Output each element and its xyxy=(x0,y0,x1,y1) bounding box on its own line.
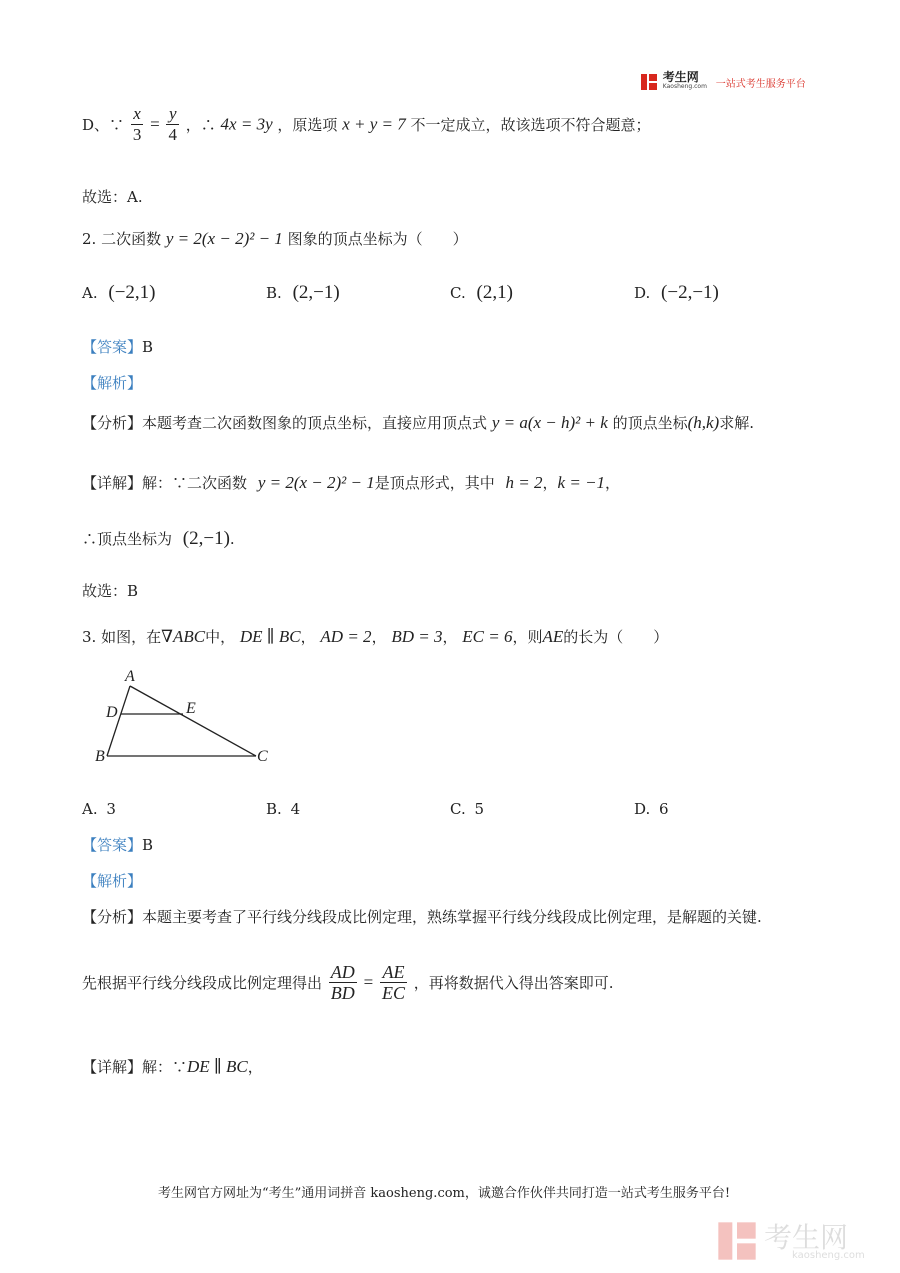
q2-option-b xyxy=(266,282,340,304)
q1-d-comma: ，∴ xyxy=(185,116,216,134)
detail-text: 解：∵ xyxy=(142,1058,188,1076)
analysis-label: 【分析】 xyxy=(82,908,143,926)
detail-end: ， xyxy=(605,474,621,492)
q2-detail xyxy=(82,472,620,493)
equation-x-plus-y: x + y = 7 xyxy=(342,114,406,134)
option-value: 5 xyxy=(474,800,485,818)
watermark-logo-icon xyxy=(716,1220,758,1266)
watermark-sub-text: kaosheng.com xyxy=(792,1250,865,1261)
vertex-label-e: E xyxy=(186,700,196,717)
q3-detail xyxy=(82,1056,263,1077)
q1-d-text1: ，原选项 xyxy=(277,116,338,134)
q2-answer xyxy=(82,336,153,357)
option-label: D. xyxy=(634,800,651,818)
option-value: 6 xyxy=(659,800,669,818)
logo-main-text: 考生网 xyxy=(662,70,699,84)
logo-slogan: 一站式考生服务平台 xyxy=(715,78,806,90)
footer-watermark xyxy=(716,1216,886,1266)
equals-sign: = xyxy=(363,972,374,992)
separator: ， xyxy=(300,628,316,646)
option-label: A. xyxy=(82,800,98,818)
option-value: (2,1) xyxy=(476,282,513,303)
analysis-text: 本题主要考查了平行线分线段成比例定理，熟练掌握平行线分线段成比例定理，是解题的关键. xyxy=(142,908,762,926)
vertex-label-a: A xyxy=(125,668,135,685)
header-logo xyxy=(640,72,806,96)
q3-analysis-tag: 【解析】 xyxy=(82,872,143,890)
vertex-label-c: C xyxy=(257,748,268,765)
separator: ， xyxy=(371,628,387,646)
q3-triangle-figure xyxy=(90,666,280,776)
q2-choice: 故选：B xyxy=(82,582,139,600)
analysis-label: 【分析】 xyxy=(82,414,143,432)
detail-k-value: k = −1 xyxy=(557,473,606,492)
frac-den: 4 xyxy=(168,125,177,144)
q2-option-c xyxy=(450,282,513,304)
q3-option-b xyxy=(266,800,300,818)
frac-num: x xyxy=(131,104,144,125)
conclusion-value: (2,−1) xyxy=(182,528,230,549)
option-label: C. xyxy=(450,284,466,302)
frac-num: y xyxy=(166,104,179,125)
detail-label: 【详解】 xyxy=(82,1058,143,1076)
q2-option-d xyxy=(634,282,719,304)
q3-condition-ad: AD = 2 xyxy=(320,627,372,646)
vertex-form-formula: y = a(x − h)² + k xyxy=(491,413,608,432)
analysis-text: 的顶点坐标 xyxy=(612,414,688,432)
option-label: D. xyxy=(634,284,651,302)
q1-d-text2: 不一定成立，故该选项不符合题意； xyxy=(410,116,651,134)
fraction-ad-over-bd xyxy=(329,962,357,1003)
q3-option-a xyxy=(82,800,116,818)
answer-value: B xyxy=(142,836,154,854)
logo-sub-text: Kaosheng.com xyxy=(662,83,707,90)
footer-text: 考生网官方网址为“考生”通用词拼音 kaosheng.com，诚邀合作伙伴共同打造一站式考生服务平台! xyxy=(158,1186,731,1201)
fraction-x-over-3 xyxy=(131,104,144,145)
q3-stem-suffix: 的长为（ ） xyxy=(563,628,669,646)
conclusion-prefix: ∴顶点坐标为 xyxy=(82,530,173,548)
q3-stem-prefix: 3. 如图，在 xyxy=(82,628,162,646)
frac-den: BD xyxy=(330,983,355,1003)
detail-separator: ， xyxy=(542,474,558,492)
answer-tag: 【答案】 xyxy=(82,338,143,356)
q2-conclusion xyxy=(82,528,235,550)
q2-stem-prefix: 2. 二次函数 xyxy=(82,230,162,248)
option-value: (−2,1) xyxy=(108,282,156,303)
detail-function: y = 2(x − 2)² − 1 xyxy=(257,473,375,492)
logo-icon xyxy=(640,73,658,91)
q2-option-a xyxy=(82,282,156,304)
q3-answer xyxy=(82,834,153,855)
watermark-main-text: 考生网 xyxy=(764,1221,849,1254)
option-value: 3 xyxy=(106,800,116,818)
q2-stem xyxy=(82,228,468,249)
analysis-text: 本题考查二次函数图象的顶点坐标，直接应用顶点式 xyxy=(142,414,488,432)
q2-function: y = 2(x − 2)² − 1 xyxy=(165,229,283,248)
option-value: 4 xyxy=(290,800,301,818)
fraction-ae-over-ec xyxy=(380,962,407,1003)
detail-h-value: h = 2 xyxy=(505,473,543,492)
frac-den: EC xyxy=(381,983,405,1003)
q3-ask-ae: AE xyxy=(542,627,564,646)
q3-condition-ec: EC = 6 xyxy=(462,627,513,646)
fraction-y-over-4 xyxy=(166,104,179,145)
answer-tag: 【答案】 xyxy=(82,836,143,854)
q2-analysis xyxy=(82,412,754,433)
q3-condition-parallel: DE ∥ BC xyxy=(239,627,301,646)
vertex-point: (h,k) xyxy=(687,413,720,432)
frac-num: AD xyxy=(330,962,355,982)
detail-end: ， xyxy=(247,1058,263,1076)
detail-text: 解：∵二次函数 xyxy=(142,474,248,492)
q3-method xyxy=(82,962,614,1003)
q3-condition-bd: BD = 3 xyxy=(391,627,443,646)
vertex-label-d: D xyxy=(106,704,118,721)
vertex-label-b: B xyxy=(95,748,105,765)
q3-stem-mid: 中， xyxy=(205,628,236,646)
conclusion-end: . xyxy=(229,530,235,548)
option-label: B. xyxy=(266,800,282,818)
q3-analysis xyxy=(82,906,762,927)
q1-d-prefix: D、∵ xyxy=(82,116,125,134)
option-label: B. xyxy=(266,284,282,302)
option-label: A. xyxy=(82,284,98,302)
detail-label: 【详解】 xyxy=(82,474,143,492)
q3-triangle: ∇ABC xyxy=(161,627,206,646)
answer-value: B xyxy=(142,338,154,356)
option-label: C. xyxy=(450,800,466,818)
option-value: (−2,−1) xyxy=(661,282,719,303)
q2-analysis-tag: 【解析】 xyxy=(82,374,143,392)
q3-stem-suffix: ，则 xyxy=(512,628,543,646)
separator: ， xyxy=(442,628,458,646)
frac-num: AE xyxy=(380,962,407,983)
equals-sign: = xyxy=(150,114,160,134)
method-prefix: 先根据平行线分线段成比例定理得出 xyxy=(82,974,323,992)
q1-option-d-explanation xyxy=(82,104,651,145)
q3-option-d xyxy=(634,800,669,818)
detail-text: 是顶点形式，其中 xyxy=(374,474,495,492)
method-suffix: ，再将数据代入得出答案即可. xyxy=(413,974,614,992)
option-value: (2,−1) xyxy=(292,282,340,303)
q2-stem-suffix: 图象的顶点坐标为（ ） xyxy=(287,230,468,248)
equation-4x-3y: 4x = 3y xyxy=(220,114,273,134)
q3-option-c xyxy=(450,800,484,818)
side-ac xyxy=(130,686,256,756)
analysis-text: 求解. xyxy=(719,414,754,432)
q1-choice: 故选：A. xyxy=(82,188,143,206)
q3-stem xyxy=(82,626,668,647)
frac-den: 3 xyxy=(132,125,142,144)
detail-condition: DE ∥ BC xyxy=(187,1057,248,1076)
